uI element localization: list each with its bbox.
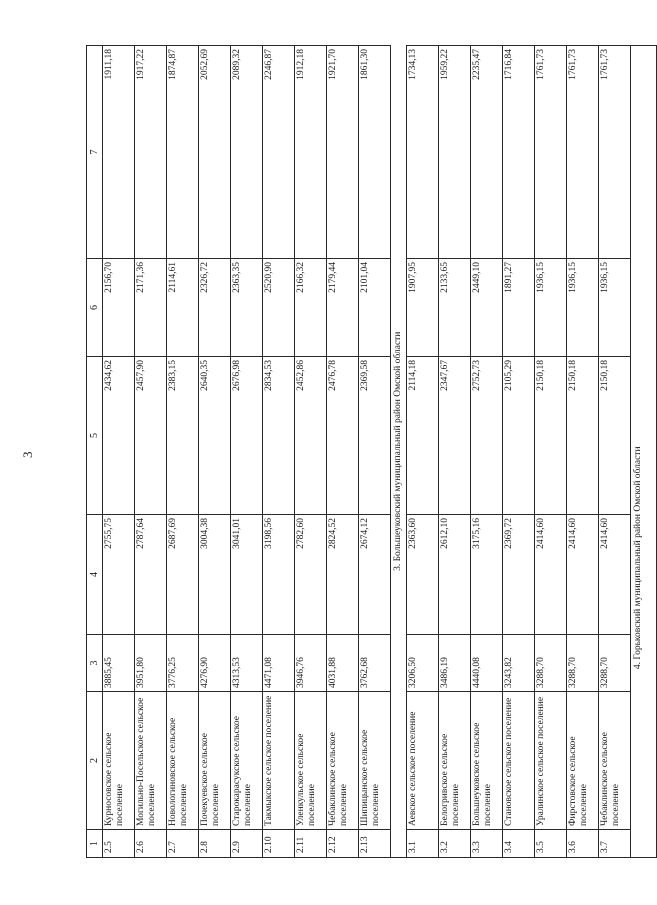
value-col-3: 3885,45 (103, 635, 135, 692)
settlement-name: Могильно-Посельское сельское поселение (135, 692, 167, 830)
value-col-7: 1861,30 (359, 46, 391, 259)
value-col-7: 1912,18 (295, 46, 327, 259)
header-cell-6: 6 (87, 259, 103, 357)
value-col-4: 2414,60 (599, 515, 631, 635)
value-col-6: 2171,36 (135, 259, 167, 357)
row-number: 3.1 (407, 830, 439, 858)
value-col-5: 2150,18 (535, 357, 567, 515)
value-col-3: 3288,70 (599, 635, 631, 692)
settlement-name: Чебаклинское сельское поселение (327, 692, 359, 830)
row-number: 3.6 (567, 830, 599, 858)
row-number: 3.7 (599, 830, 631, 858)
value-col-3: 4276,90 (199, 635, 231, 692)
value-col-7: 1761,73 (567, 46, 599, 259)
header-cell-7: 7 (87, 46, 103, 259)
header-cell-5: 5 (87, 357, 103, 515)
value-col-4: 3175,16 (471, 515, 503, 635)
section-header-row (391, 46, 407, 858)
row-number: 2.5 (103, 830, 135, 858)
row-number: 2.9 (231, 830, 263, 858)
value-col-6: 1936,15 (567, 259, 599, 357)
value-col-7: 1959,22 (439, 46, 471, 259)
settlement-name: Аевское сельское поселение (407, 692, 439, 830)
table-row (599, 46, 631, 858)
table-row (135, 46, 167, 858)
value-col-4: 2824,52 (327, 515, 359, 635)
value-col-4: 2687,69 (167, 515, 199, 635)
settlement-name: Новологиновское сельское поселение (167, 692, 199, 830)
value-col-7: 1761,73 (535, 46, 567, 259)
settlement-name: Шипицынское сельское поселение (359, 692, 391, 830)
settlement-name: Становское сельское поселение (503, 692, 535, 830)
value-col-6: 1891,27 (503, 259, 535, 357)
settlement-name: Старокарасукское сельское поселение (231, 692, 263, 830)
table-row (231, 46, 263, 858)
value-col-5: 2347,67 (439, 357, 471, 515)
value-col-5: 2114,18 (407, 357, 439, 515)
value-col-6: 2363,35 (231, 259, 263, 357)
value-col-5: 2676,98 (231, 357, 263, 515)
value-col-6: 1907,95 (407, 259, 439, 357)
value-col-5: 2640,35 (199, 357, 231, 515)
value-col-7: 1716,84 (503, 46, 535, 259)
table-row (407, 46, 439, 858)
value-col-7: 1911,18 (103, 46, 135, 259)
value-col-3: 4471,08 (263, 635, 295, 692)
settlement-name: Большеуковское сельское поселение (471, 692, 503, 830)
table-row (263, 46, 295, 858)
value-col-6: 2520,90 (263, 259, 295, 357)
value-col-3: 4313,53 (231, 635, 263, 692)
row-number: 3.5 (535, 830, 567, 858)
value-col-3: 3946,76 (295, 635, 327, 692)
value-col-7: 2235,47 (471, 46, 503, 259)
settlement-name: Почекуевское сельское поселение (199, 692, 231, 830)
value-col-6: 1936,15 (599, 259, 631, 357)
value-col-3: 3243,82 (503, 635, 535, 692)
settlement-name: Уленкульское сельское поселение (295, 692, 327, 830)
value-col-6: 2179,44 (327, 259, 359, 357)
value-col-7: 1761,73 (599, 46, 631, 259)
header-row (87, 46, 103, 858)
value-col-6: 2101,04 (359, 259, 391, 357)
table-row (103, 46, 135, 858)
value-col-6: 2133,65 (439, 259, 471, 357)
table-row (167, 46, 199, 858)
table-row (199, 46, 231, 858)
value-col-3: 3951,80 (135, 635, 167, 692)
table-row (359, 46, 391, 858)
value-col-5: 2452,86 (295, 357, 327, 515)
value-col-6: 2326,72 (199, 259, 231, 357)
table-row (535, 46, 567, 858)
value-col-5: 2457,90 (135, 357, 167, 515)
value-col-7: 1921,70 (327, 46, 359, 259)
next-section-blank (631, 46, 657, 259)
value-col-3: 4440,08 (471, 635, 503, 692)
value-col-5: 2383,15 (167, 357, 199, 515)
row-number: 2.8 (199, 830, 231, 858)
table-row (471, 46, 503, 858)
value-col-5: 2434,62 (103, 357, 135, 515)
settlement-name: Фирстовское сельское поселение (567, 692, 599, 830)
header-cell-2: 2 (87, 692, 103, 830)
settlement-name: Курносовское сельское поселение (103, 692, 135, 830)
settlement-name: Такмыкское сельское поселение (263, 692, 295, 830)
row-number: 3.4 (503, 830, 535, 858)
page-number: 3 (20, 451, 35, 458)
row-number: 2.6 (135, 830, 167, 858)
settlement-name: Белогривское сельское поселение (439, 692, 471, 830)
value-col-3: 3762,68 (359, 635, 391, 692)
table-row (327, 46, 359, 858)
value-col-3: 4031,88 (327, 635, 359, 692)
value-col-4: 2674,12 (359, 515, 391, 635)
value-col-7: 2089,32 (231, 46, 263, 259)
value-col-4: 2414,60 (535, 515, 567, 635)
row-number: 2.10 (263, 830, 295, 858)
row-number: 2.12 (327, 830, 359, 858)
value-col-5: 2150,18 (567, 357, 599, 515)
value-col-4: 3004,38 (199, 515, 231, 635)
value-col-3: 3288,70 (535, 635, 567, 692)
row-number: 3.3 (471, 830, 503, 858)
value-col-3: 3486,19 (439, 635, 471, 692)
value-col-7: 1874,87 (167, 46, 199, 259)
value-col-7: 2052,69 (199, 46, 231, 259)
tariff-table (86, 45, 657, 858)
value-col-7: 1917,22 (135, 46, 167, 259)
value-col-3: 3206,50 (407, 635, 439, 692)
value-col-7: 1734,13 (407, 46, 439, 259)
value-col-4: 3198,56 (263, 515, 295, 635)
table-row (567, 46, 599, 858)
value-col-5: 2834,53 (263, 357, 295, 515)
value-col-4: 2612,10 (439, 515, 471, 635)
value-col-4: 2369,72 (503, 515, 535, 635)
value-col-6: 2166,32 (295, 259, 327, 357)
row-number: 2.11 (295, 830, 327, 858)
row-number: 2.7 (167, 830, 199, 858)
value-col-6: 2114,61 (167, 259, 199, 357)
value-col-6: 2156,70 (103, 259, 135, 357)
value-col-5: 2752,73 (471, 357, 503, 515)
value-col-4: 2414,60 (567, 515, 599, 635)
section-title: 3. Большеуковский муниципальный район Омской области (391, 46, 407, 858)
next-section-title: 4. Горьковский муниципальный район Омской области (631, 259, 657, 858)
settlement-name: Чебаклинское сельское поселение (599, 692, 631, 830)
value-col-4: 2755,75 (103, 515, 135, 635)
header-cell-3: 3 (87, 635, 103, 692)
settlement-name: Уралинское сельское поселение (535, 692, 567, 830)
value-col-5: 2476,78 (327, 357, 359, 515)
value-col-4: 3041,01 (231, 515, 263, 635)
table-row (439, 46, 471, 858)
header-cell-4: 4 (87, 515, 103, 635)
value-col-4: 2363,60 (407, 515, 439, 635)
next-section-row (631, 46, 657, 858)
value-col-6: 2449,10 (471, 259, 503, 357)
table-row (503, 46, 535, 858)
value-col-6: 1936,15 (535, 259, 567, 357)
value-col-3: 3776,25 (167, 635, 199, 692)
header-cell-1: 1 (87, 830, 103, 858)
table-row (295, 46, 327, 858)
table-body (87, 46, 657, 858)
value-col-5: 2105,29 (503, 357, 535, 515)
value-col-5: 2150,18 (599, 357, 631, 515)
value-col-4: 2787,64 (135, 515, 167, 635)
value-col-5: 2369,58 (359, 357, 391, 515)
row-number: 3.2 (439, 830, 471, 858)
rotated-table-page (86, 46, 643, 858)
value-col-4: 2782,60 (295, 515, 327, 635)
row-number: 2.13 (359, 830, 391, 858)
value-col-3: 3288,70 (567, 635, 599, 692)
value-col-7: 2246,87 (263, 46, 295, 259)
